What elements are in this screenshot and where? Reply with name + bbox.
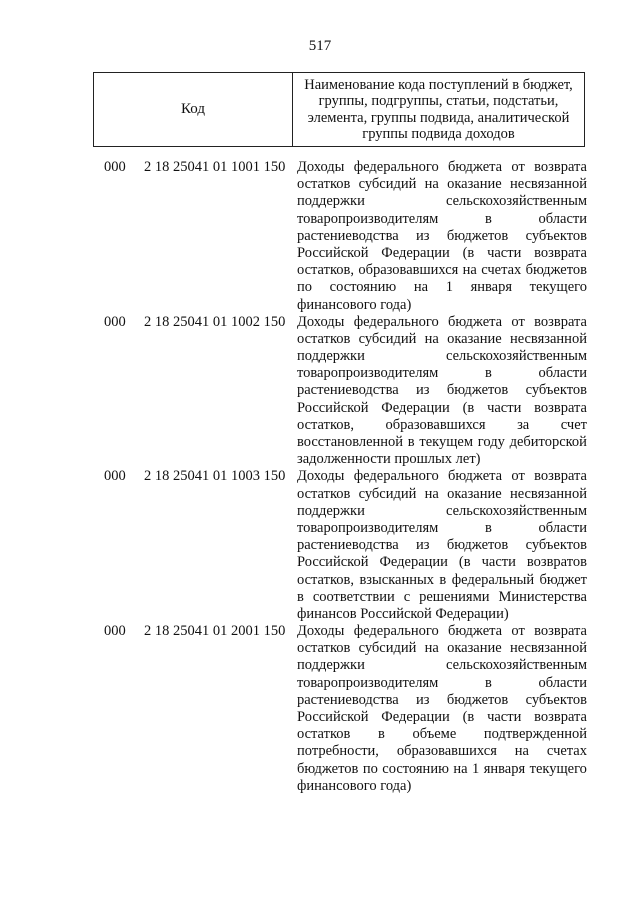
- description-line: Российской Федерации (в части возврата: [297, 244, 587, 261]
- description-line: остатков субсидий на оказание несвязанной: [297, 330, 587, 347]
- description-line: поддержки сельскохозяйственным: [297, 502, 587, 519]
- income-description: [297, 468, 587, 623]
- table-row: [0, 468, 640, 623]
- header-name-label: Наименование кода поступлений в бюджет, группы, подгруппы, статьи, подстатьи, элемента, группы подвида, аналитической группы подвида доходов: [304, 76, 573, 142]
- description-line: товаропроизводителям в области: [297, 674, 587, 691]
- page-number: 517: [308, 38, 332, 54]
- description-line: растениеводства из бюджетов субъектов: [297, 537, 587, 554]
- description-line: остатков субсидий на оказание несвязанной: [297, 176, 587, 193]
- description-line: остатков в объеме подтвержденной: [297, 726, 587, 743]
- description-line: Доходы федерального бюджета от возврата: [297, 623, 587, 640]
- description-line: задолженности прошлых лет): [297, 451, 481, 468]
- income-code: 2 18 25041 01 1001 150: [144, 159, 286, 175]
- description-line: товаропроизводителям в области: [297, 210, 587, 227]
- income-code: 2 18 25041 01 2001 150: [144, 623, 286, 640]
- description-line: Доходы федерального бюджета от возврата: [297, 468, 587, 485]
- description-line: остатков, образовавшихся на счетах бюджетов: [297, 262, 587, 279]
- description-line: растениеводства из бюджетов субъектов: [297, 227, 587, 244]
- header-name-cell: [293, 73, 584, 146]
- description-line: Российской Федерации (в части возврата: [297, 709, 587, 725]
- description-line: потребности, образовавшихся на счетах: [297, 743, 587, 760]
- header-code-label: Код: [181, 101, 205, 117]
- description-line: Российской Федерации (в части возврата: [297, 399, 587, 416]
- description-line: по состоянию на 1 января текущего: [297, 279, 587, 296]
- income-code: 2 18 25041 01 1002 150: [144, 313, 286, 330]
- description-line: Российской Федерации (в части возвратов: [297, 554, 587, 571]
- income-code-list: [0, 159, 640, 795]
- admin-code: 000: [104, 313, 126, 330]
- admin-code: 000: [104, 468, 126, 485]
- admin-code: 000: [104, 623, 126, 640]
- description-line: бюджетов по состоянию на 1 января текущего: [297, 760, 587, 777]
- description-line: поддержки сельскохозяйственным: [297, 348, 587, 365]
- description-line: остатков субсидий на оказание несвязанной: [297, 640, 587, 657]
- description-line: Доходы федерального бюджета от возврата: [297, 313, 587, 330]
- income-description: [297, 623, 587, 795]
- description-line: финансового года): [297, 777, 412, 794]
- description-line: растениеводства из бюджетов субъектов: [297, 382, 587, 399]
- table-row: [0, 623, 640, 795]
- table-row: [0, 314, 640, 469]
- header-code-cell: [94, 73, 293, 146]
- description-line: финансов Российской Федерации): [297, 605, 509, 622]
- income-description: [297, 159, 587, 314]
- table-row: [0, 159, 640, 314]
- description-line: остатков, взысканных в федеральный бюджет: [297, 571, 587, 588]
- description-line: в соответствии с решениями Министерства: [297, 588, 587, 605]
- description-line: растениеводства из бюджетов субъектов: [297, 691, 587, 708]
- income-description: [297, 314, 587, 469]
- description-line: Доходы федерального бюджета от возврата: [297, 159, 587, 175]
- description-line: товаропроизводителям в области: [297, 365, 587, 382]
- description-line: поддержки сельскохозяйственным: [297, 657, 587, 674]
- description-line: остатков субсидий на оказание несвязанной: [297, 485, 587, 502]
- admin-code: 000: [104, 159, 126, 175]
- table-header: [93, 72, 585, 147]
- income-code: 2 18 25041 01 1003 150: [144, 468, 286, 485]
- description-line: остатков, образовавшихся за счет: [297, 416, 587, 433]
- description-line: поддержки сельскохозяйственным: [297, 193, 587, 210]
- description-line: товаропроизводителям в области: [297, 519, 587, 536]
- description-line: финансового года): [297, 296, 412, 313]
- description-line: восстановленной в текущем году дебиторской: [297, 434, 587, 450]
